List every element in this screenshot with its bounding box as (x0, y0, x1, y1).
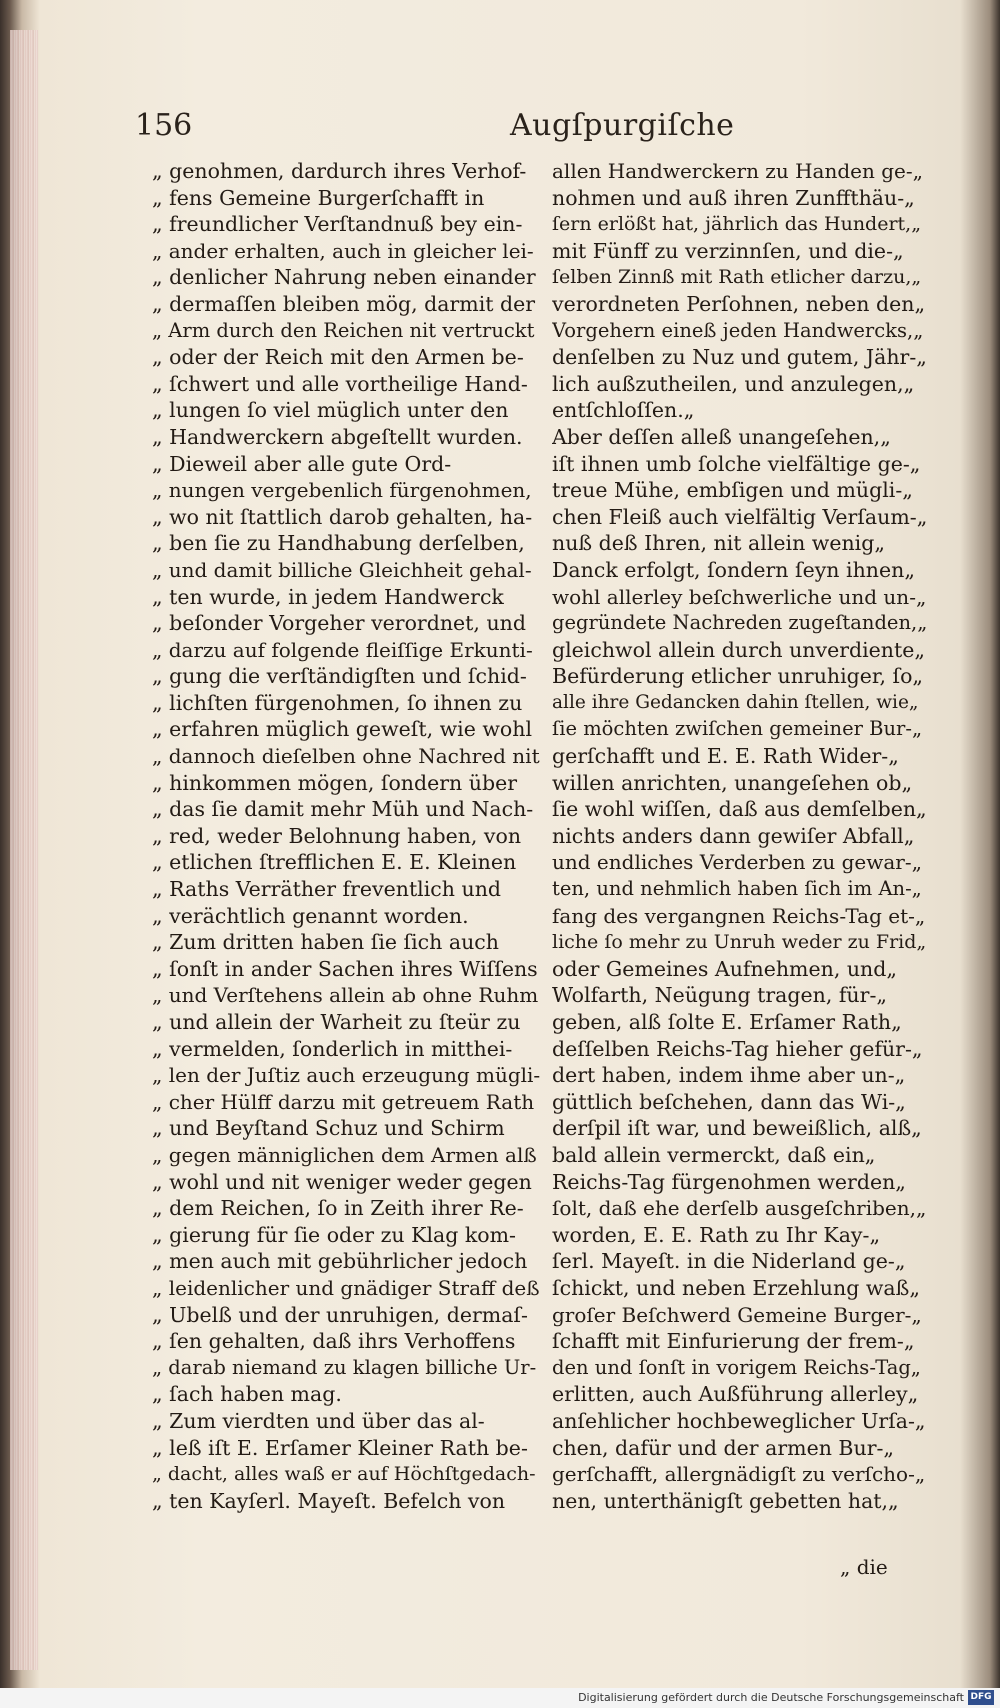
text-line: wohl allerley beſchwerliche und un-„ (552, 584, 927, 609)
footer-credit: Digitalisierung gefördert durch die Deutsche Forschungsgemeinschaft (578, 1691, 964, 1704)
text-line: „ lichſten fürgenohmen, ſo ihnen zu (152, 690, 523, 715)
text-line: geben, alß ſolte E. Erſamer Rath„ (552, 1010, 902, 1034)
text-line: Vorgehern eineß jeden Handwercks,„ (552, 318, 924, 342)
text-line: „ oder der Reich mit den Armen be- (152, 345, 524, 370)
text-line: „ etlichen ſtrefflichen E. E. Kleinen (152, 850, 517, 875)
text-line: und endliches Verderben zu gewar-„ (552, 850, 922, 875)
text-line: „ Handwerckern abgeſtellt wurden. (152, 424, 523, 449)
text-line: „ darab niemand zu klagen billiche Ur- (152, 1355, 537, 1379)
text-line: „ und allein der Warheit zu ſteür zu (152, 1010, 521, 1034)
text-line: chen Fleiß auch vielfältig Verſaum-„ (552, 504, 927, 529)
text-line: den und ſonſt in vorigem Reichs-Tag„ (552, 1355, 921, 1379)
text-line: nen, unterthänigſt gebetten hat,„ (552, 1488, 899, 1513)
text-line: „ ſen gehalten, daß ihrs Verhoffens (152, 1329, 516, 1354)
text-line: „ und Beyſtand Schuz und Schirm (152, 1116, 505, 1141)
text-line: „ dacht, alles waß er auf Höchſtgedach- (152, 1463, 536, 1486)
text-line: oder Gemeines Aufnehmen, und„ (552, 956, 898, 981)
text-line: „ erfahren müglich geweſt, wie wohl (152, 717, 533, 742)
text-line: groſer Beſchwerd Gemeine Burger-„ (552, 1302, 922, 1327)
text-line: Aber deſſen alleß unangeſehen,„ (552, 424, 891, 449)
text-line: „ vermelden, ſonderlich in mitthei- (152, 1036, 513, 1061)
text-line: liche ſo mehr zu Unruh weder zu Frid„ (552, 931, 927, 954)
text-line: entſchloſſen.„ (552, 398, 695, 423)
text-line: „ das ſie damit mehr Müh und Nach- (152, 797, 534, 822)
text-line: erlitten, auch Außführung allerley„ (552, 1382, 919, 1407)
text-line: ſchafft mit Einfurierung der frem-„ (552, 1329, 915, 1354)
text-line: iſt ihnen umb ſolche vielfältige ge-„ (552, 451, 921, 476)
page-edges (10, 30, 38, 1670)
text-line: „ lungen ſo viel müglich unter den (152, 398, 509, 423)
text-line: „ dermaſſen bleiben mög, darmit der (152, 291, 536, 316)
left-column (152, 158, 540, 1514)
text-line: allen Handwerckern zu Handen ge-„ (552, 159, 923, 183)
text-line: „ fens Gemeine Burgerſchafft in (152, 185, 485, 210)
text-line: „ men auch mit gebührlicher jedoch (152, 1249, 528, 1274)
text-line: anſehlicher hochbeweglicher Urſa-„ (552, 1408, 926, 1433)
text-line: „ beſonder Vorgeher verordnet, und (152, 611, 526, 636)
text-line: gerſchafft, allergnädigſt zu verſcho-„ (552, 1462, 926, 1487)
text-line: „ ander erhalten, auch in gleicher lei- (152, 238, 534, 263)
text-line: „ ſonſt in ander Sachen ihres Wiſſens (152, 956, 538, 981)
text-line: „ darzu auf folgende fleiſſige Erkunti- (152, 637, 533, 662)
text-line: „ Dieweil aber alle gute Ord- (152, 451, 452, 476)
text-line: „ ten wurde, in jedem Handwerck (152, 584, 504, 609)
text-line: fang des vergangnen Reichs-Tag et-„ (552, 903, 926, 928)
text-line: „ gierung für ſie oder zu Klag kom- (152, 1222, 516, 1247)
text-line: Wolfarth, Neügung tragen, für-„ (552, 983, 887, 1008)
text-line: mit Fünff zu verzinnſen, und die-„ (552, 238, 904, 263)
text-line: ſie wohl wiſſen, daß aus demſelben„ (552, 797, 927, 822)
text-line: „ leidenlicher und gnädiger Straff deß (152, 1275, 540, 1300)
text-line: „ denlicher Nahrung neben einander (152, 265, 536, 290)
text-line: „ und Verſtehens allein ab ohne Ruhm (152, 983, 539, 1008)
text-line: „ Zum dritten haben ſie ſich auch (152, 930, 499, 955)
text-line: „ genohmen, dardurch ihres Verhof- (152, 159, 527, 183)
text-line: „ hinkommen mögen, ſondern über (152, 770, 518, 795)
text-line: bald allein vermerckt, daß ein„ (552, 1142, 876, 1167)
text-line: ſolt, daß ehe derſelb ausgeſchriben,„ (552, 1196, 927, 1221)
text-line: „ ſach haben mag. (152, 1382, 342, 1407)
text-line: ten, und nehmlich haben ſich im An-„ (552, 877, 922, 901)
text-line: gleichwol allein durch unverdiente„ (552, 637, 926, 662)
text-line: ſelben Zinnß mit Rath etlicher darzu,„ (552, 266, 922, 289)
text-line: willen anrichten, unangeſehen ob„ (552, 770, 913, 795)
text-line: „ Zum vierdten und über das al- (152, 1408, 485, 1433)
text-line: „ Arm durch den Reichen nit vertruckt (152, 318, 535, 342)
text-line: „ gung die verſtändigſten und ſchid- (152, 664, 527, 689)
text-line: Befürderung etlicher unruhiger, ſo„ (552, 664, 924, 689)
text-line: Reichs-Tag fürgenohmen werden„ (552, 1169, 906, 1194)
book-page (40, 0, 985, 1708)
text-line: „ freundlicher Verſtandnuß bey ein- (152, 212, 523, 237)
text-line: „ gegen männiglichen dem Armen alß (152, 1142, 537, 1167)
text-line: ſchickt, und neben Erzehlung waß„ (552, 1275, 920, 1300)
text-line: ſern erlößt hat, jährlich das Hundert,„ (552, 213, 922, 236)
text-line: „ Raths Verräther freventlich und (152, 877, 502, 902)
text-line: „ len der Juſtiz auch erzeugung mügli- (152, 1063, 540, 1088)
text-line: „ ben ſie zu Handhabung derſelben, (152, 531, 525, 556)
text-line: „ Ubelß und der unruhigen, dermaſ- (152, 1302, 528, 1327)
text-line: treue Mühe, embſigen und mügli-„ (552, 478, 913, 503)
text-line: „ nungen vergebenlich fürgenohmen, (152, 478, 532, 503)
text-line: nuß deß Ihren, nit allein wenig„ (552, 531, 885, 556)
dfg-logo: DFG (968, 1690, 994, 1705)
running-title: Augſpurgiſche (510, 108, 735, 143)
text-line: „ leß iſt E. Erſamer Kleiner Rath be- (152, 1435, 528, 1460)
text-line: „ dannoch dieſelben ohne Nachred nit (152, 744, 540, 769)
text-line: ſie möchten zwiſchen gemeiner Bur-„ (552, 717, 923, 741)
text-line: denſelben zu Nuz und gutem, Jähr-„ (552, 345, 927, 370)
text-line: „ cher Hülff darzu mit getreuem Rath (152, 1089, 535, 1114)
text-line: nichts anders dann gewiſer Abfall„ (552, 823, 915, 848)
text-line: „ und damit billiche Gleichheit gehal- (152, 557, 532, 582)
text-line: „ ſchwert und alle vortheilige Hand- (152, 371, 528, 396)
text-line: lich außzutheilen, und anzulegen,„ (552, 371, 915, 396)
text-line: Danck erfolgt, ſondern ſeyn ihnen„ (552, 557, 915, 582)
text-line: ſerl. Mayeſt. in die Niderland ge-„ (552, 1249, 906, 1274)
text-line: worden, E. E. Rath zu Ihr Kay-„ (552, 1222, 881, 1247)
text-line: alle ihre Gedancken dahin ſtellen, wie„ (552, 691, 919, 713)
text-line: „ wohl und nit weniger weder gegen (152, 1169, 532, 1194)
catchword: „ die (840, 1555, 888, 1579)
text-line: „ wo nit ſtattlich darob gehalten, ha- (152, 504, 533, 529)
text-line: „ verächtlich genannt worden. (152, 903, 469, 928)
text-line: dert haben, indem ihme aber un-„ (552, 1063, 906, 1088)
text-line: verordneten Perſohnen, neben den„ (552, 291, 926, 316)
text-line: gegründete Nachreden zugeſtanden,„ (552, 611, 927, 635)
text-line: gerſchafft und E. E. Rath Wider-„ (552, 744, 899, 769)
text-line: „ red, weder Belohnung haben, von (152, 823, 522, 848)
right-column (552, 158, 927, 1514)
text-line: deſſelben Reichs-Tag hieher gefür-„ (552, 1036, 923, 1061)
text-line: „ dem Reichen, ſo in Zeith ihrer Re- (152, 1196, 524, 1221)
text-line: „ ten Kayſerl. Mayeſt. Befelch von (152, 1488, 506, 1513)
text-line: chen, dafür und der armen Bur-„ (552, 1435, 895, 1460)
text-line: nohmen und auß ihren Zunffthäu-„ (552, 185, 915, 210)
text-line: derſpil iſt war, und beweißlich, alß„ (552, 1116, 922, 1141)
text-line: güttlich beſchehen, dann das Wi-„ (552, 1089, 906, 1114)
page-number: 156 (135, 108, 193, 143)
